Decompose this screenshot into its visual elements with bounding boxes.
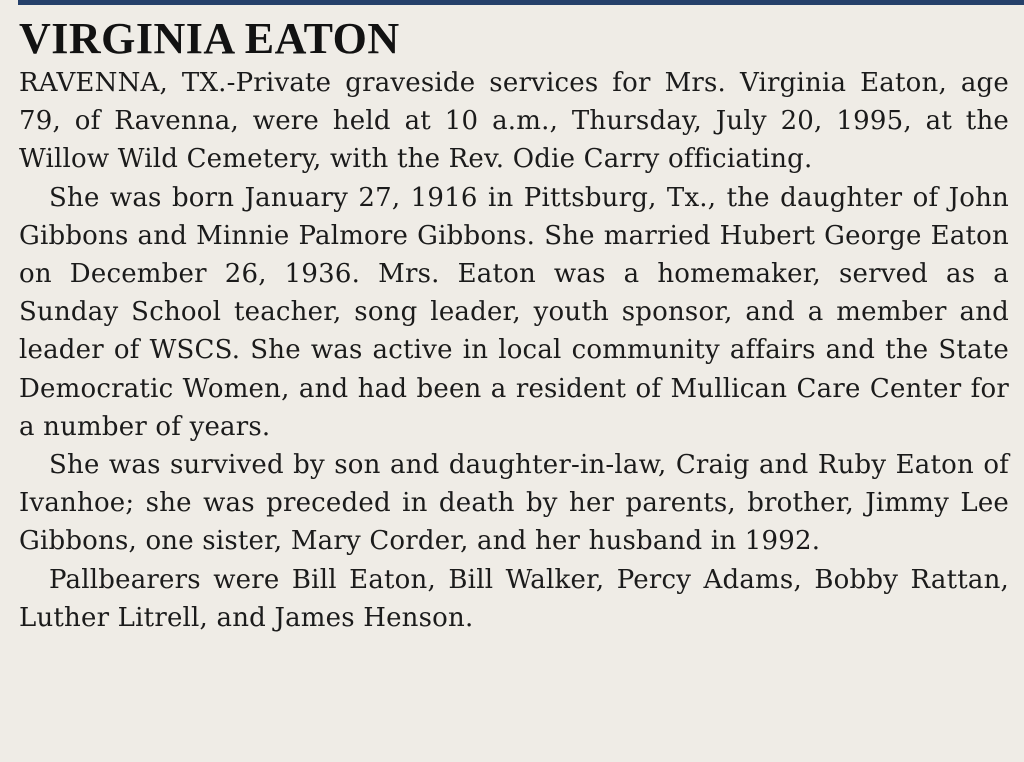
top-border-rule xyxy=(18,0,1024,5)
services-paragraph: RAVENNA, TX.-Private graveside services for Mrs. Virginia Eaton, age 79, of Ravenna, were held at 10 a.m., Thursday, July 20, 1995, at the Willow Wild Cemetery, with the Rev. Odie Carry officiating. xyxy=(19,68,1009,175)
biography-paragraph: She was born January 27, 1916 in Pittsburg, Tx., the daughter of John Gibbons and Minnie Palmore Gibbons. She married Hubert George Eaton on December 26, 1936. Mrs. Eaton was a homemaker, served as a Sunday School teacher, song leader, youth sponsor, and a member and leader of WSCS. She was active in local community affairs and the State Democratic Women, and had been a resident of Mullican Care Center for a number of years. xyxy=(19,182,1009,442)
obituary-article xyxy=(19,14,1009,637)
pallbearers-paragraph: Pallbearers were Bill Eaton, Bill Walker, Percy Adams, Bobby Rattan, Luther Litrell, and James Henson. xyxy=(19,564,1009,633)
obituary-headline: VIRGINIA EATON xyxy=(19,14,400,63)
survivors-paragraph: She was survived by son and daughter-in-law, Craig and Ruby Eaton of Ivanhoe; she was preceded in death by her parents, brother, Jimmy Lee Gibbons, one sister, Mary Corder, and her husband in 1992. xyxy=(19,450,1009,557)
